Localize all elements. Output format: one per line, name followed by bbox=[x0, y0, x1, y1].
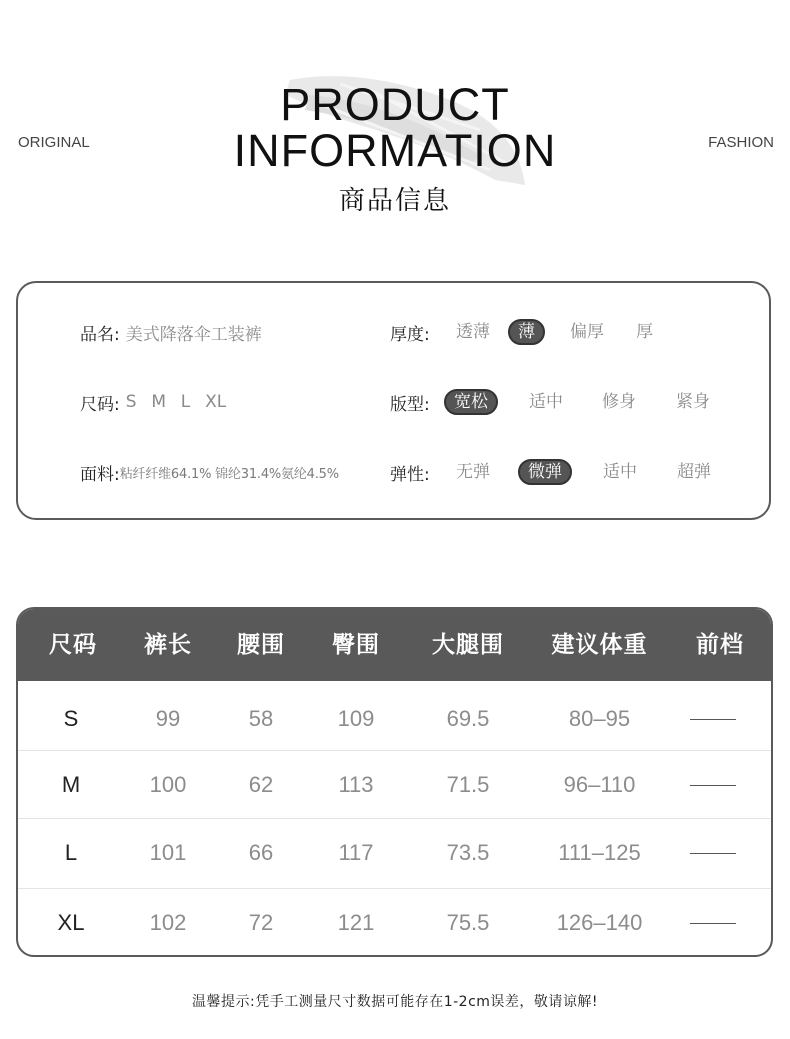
cell-thigh: 73.5 bbox=[446, 840, 490, 865]
fit-label: 版型: bbox=[390, 394, 430, 415]
cell-thigh: 75.5 bbox=[446, 910, 490, 935]
cell-size: L bbox=[64, 840, 78, 865]
header-length: 裤长 bbox=[144, 632, 192, 658]
thickness-row bbox=[390, 317, 730, 347]
cell-waist: 62 bbox=[248, 772, 274, 797]
cell-hip: 117 bbox=[338, 840, 374, 865]
product-info-card bbox=[16, 281, 771, 520]
table-row bbox=[18, 750, 771, 819]
title-product: PRODUCT bbox=[280, 79, 510, 130]
cell-hip: 109 bbox=[337, 706, 375, 731]
cell-weight: 126–140 bbox=[556, 910, 643, 935]
fabric-row bbox=[80, 457, 339, 487]
fit-option-loose-selected: 宽松 bbox=[444, 389, 498, 415]
elasticity-label: 弹性: bbox=[390, 464, 430, 485]
size-table bbox=[16, 607, 773, 957]
cell-size: S bbox=[63, 706, 79, 731]
header-thigh: 大腿围 bbox=[432, 632, 504, 658]
thickness-label: 厚度: bbox=[390, 324, 430, 345]
cell-front-rise-dash bbox=[690, 853, 736, 854]
thickness-option-thick: 厚 bbox=[636, 322, 653, 342]
fit-option-slim: 修身 bbox=[602, 392, 636, 412]
cell-front-rise-dash bbox=[690, 923, 736, 924]
cell-length: 100 bbox=[149, 772, 187, 797]
thickness-option-very-thin: 透薄 bbox=[456, 322, 490, 342]
cell-front-rise-dash bbox=[690, 719, 736, 720]
fit-option-regular: 适中 bbox=[529, 392, 563, 412]
title-information: INFORMATION bbox=[233, 125, 557, 176]
fit-row bbox=[390, 387, 750, 417]
cell-size: XL bbox=[57, 910, 85, 935]
thickness-option-thin-selected: 薄 bbox=[508, 319, 545, 345]
cell-hip: 113 bbox=[338, 772, 374, 797]
elasticity-option-none: 无弹 bbox=[456, 462, 490, 482]
cell-hip: 121 bbox=[337, 910, 375, 935]
name-value: 美式降落伞工装裤 bbox=[125, 324, 262, 345]
size-label: 尺码: bbox=[80, 394, 120, 415]
size-row bbox=[80, 387, 226, 417]
elasticity-option-medium: 适中 bbox=[603, 462, 637, 482]
elasticity-option-slight-selected: 微弹 bbox=[518, 459, 572, 485]
cell-length: 102 bbox=[149, 910, 187, 935]
table-row bbox=[18, 685, 771, 753]
table-row bbox=[18, 888, 771, 957]
cell-length: 99 bbox=[155, 706, 181, 731]
table-row bbox=[18, 818, 771, 887]
measurement-note: 温馨提示:凭手工测量尺寸数据可能存在1-2cm误差，敬请谅解! bbox=[191, 994, 599, 1010]
elasticity-option-super: 超弹 bbox=[677, 462, 711, 482]
table-header bbox=[18, 609, 771, 681]
header-waist: 腰围 bbox=[237, 632, 285, 658]
elasticity-row bbox=[390, 457, 750, 487]
original-label: ORIGINAL bbox=[18, 134, 90, 151]
cell-weight: 80–95 bbox=[568, 706, 631, 731]
fashion-label: FASHION bbox=[708, 134, 774, 151]
header-front-rise: 前档 bbox=[696, 632, 744, 658]
cell-waist: 58 bbox=[248, 706, 274, 731]
name-row bbox=[80, 317, 262, 347]
cell-weight: 111–125 bbox=[558, 840, 641, 865]
size-value: S M L XL bbox=[125, 392, 227, 412]
fit-option-tight: 紧身 bbox=[676, 392, 710, 412]
cell-front-rise-dash bbox=[690, 785, 736, 786]
name-label: 品名: bbox=[80, 324, 120, 345]
header-weight: 建议体重 bbox=[551, 632, 648, 658]
header-size: 尺码 bbox=[49, 632, 97, 658]
cell-size: M bbox=[61, 772, 81, 797]
cell-weight: 96–110 bbox=[563, 772, 636, 797]
cell-waist: 66 bbox=[248, 840, 274, 865]
cell-thigh: 69.5 bbox=[446, 706, 490, 731]
cell-waist: 72 bbox=[248, 910, 274, 935]
thickness-option-thicker: 偏厚 bbox=[570, 322, 604, 342]
cell-length: 101 bbox=[149, 840, 187, 865]
fabric-value: 粘纤纤维64.1% 锦纶31.4%氨纶4.5% bbox=[119, 466, 339, 482]
page-subtitle: 商品信息 bbox=[338, 186, 451, 216]
cell-thigh: 71.5 bbox=[446, 772, 490, 797]
fabric-label: 面料: bbox=[80, 464, 120, 485]
header-hip: 臀围 bbox=[332, 632, 380, 658]
